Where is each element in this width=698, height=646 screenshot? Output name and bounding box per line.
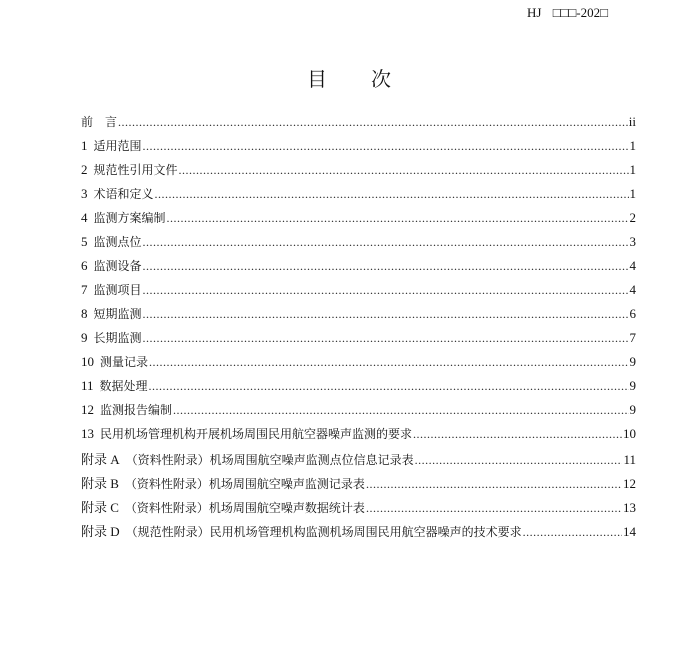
toc-entry-number: 7 [81,282,88,297]
toc-entry-label: 前 言 [81,115,118,129]
page-title [0,63,698,92]
toc-entry[interactable] [81,257,636,281]
toc-entry-label: 监测项目 [93,283,142,297]
toc-page-number: 4 [629,282,636,297]
leader-dots [523,525,622,540]
toc-page-number: 9 [629,402,636,417]
toc-entry-label: （资料性附录）机场周围航空噪声数据统计表 [124,501,365,515]
toc-entry-label: 监测点位 [93,235,142,249]
leader-dots [143,307,629,322]
toc-page-number: 11 [623,452,636,467]
leader-dots [149,355,628,370]
toc-page-number: 1 [629,162,636,177]
toc-page-number: 14 [623,524,636,539]
toc-entry[interactable] [81,185,636,209]
toc-entry-number: 13 [81,426,94,441]
toc-entry-number: 6 [81,258,88,273]
toc-entry-label: 短期监测 [93,307,142,321]
toc-entry-number: 2 [81,162,88,177]
toc-page-number: 9 [629,354,636,369]
leader-dots [149,379,629,394]
toc-page-number: 6 [629,306,636,321]
leader-dots [415,453,623,468]
title-char-1: 目 [307,67,327,91]
leader-dots [179,163,629,178]
toc-entry[interactable] [81,401,636,425]
toc-entry-number: 附录 C [81,500,119,515]
leader-dots [413,427,622,442]
toc-entry[interactable] [81,329,636,353]
leader-dots [143,331,629,346]
toc-page-number: 4 [629,258,636,273]
leader-dots [143,259,629,274]
leader-dots [143,283,629,298]
toc-entry-number: 11 [81,378,94,393]
toc-page-number: 12 [623,476,636,491]
toc-page-number: 9 [629,378,636,393]
toc-entry-number: 8 [81,306,88,321]
toc-page-number: 13 [623,500,636,515]
toc-entry[interactable] [81,209,636,233]
leader-dots [167,211,629,226]
toc-entry-label: 适用范围 [93,139,142,153]
toc-entry[interactable] [81,281,636,305]
toc-entry-number: 10 [81,354,94,369]
toc-entry[interactable] [81,353,636,377]
toc-entry-label: （资料性附录）机场周围航空噪声监测点位信息记录表 [125,453,414,467]
leader-dots [366,477,622,492]
toc-entry-number: 1 [81,138,88,153]
toc-entry-label: （资料性附录）机场周围航空噪声监测记录表 [124,477,365,491]
leader-dots [366,501,622,516]
toc-page-number: 3 [629,234,636,249]
toc-page-number: 1 [629,138,636,153]
toc-page-number: 1 [629,186,636,201]
toc-entry-label: 术语和定义 [93,187,154,201]
toc-entry-number: 9 [81,330,88,345]
toc-entry-appendix-d[interactable] [81,521,636,545]
toc-entry-appendix-b[interactable] [81,473,636,497]
toc-entry-label: 长期监测 [93,331,142,345]
toc-entry-label: （规范性附录）民用机场管理机构监测机场周围民用航空器噪声的技术要求 [125,525,522,539]
toc-page-number: 10 [623,426,636,441]
toc-entry[interactable] [81,305,636,329]
leader-dots [118,115,628,130]
toc-entry-number: 12 [81,402,94,417]
toc-entry-label: 规范性引用文件 [93,163,178,177]
leader-dots [155,187,629,202]
toc-entry-number: 4 [81,210,88,225]
toc-entry-number: 附录 D [81,524,120,539]
toc-entry[interactable] [81,377,636,401]
title-char-2: 次 [371,67,391,91]
toc-entry-label: 数据处理 [99,379,148,393]
toc-entry-label: 监测方案编制 [93,211,166,225]
toc-entry-number: 5 [81,234,88,249]
toc-page-number: 2 [629,210,636,225]
toc-entry-label: 监测报告编制 [100,403,173,417]
leader-dots [143,235,629,250]
toc-entry[interactable] [81,425,636,449]
leader-dots [143,139,629,154]
toc-entry-number: 3 [81,186,88,201]
toc-entry-foreword[interactable] [81,113,636,137]
toc-entry[interactable] [81,161,636,185]
table-of-contents [81,113,636,545]
toc-entry-label: 监测设备 [93,259,142,273]
toc-entry[interactable] [81,137,636,161]
toc-entry-appendix-c[interactable] [81,497,636,521]
leader-dots [173,403,628,418]
toc-page-number: ii [628,114,636,129]
standard-code: □□□-202□ [552,5,608,20]
toc-entry-number: 附录 B [81,476,119,491]
standard-prefix: HJ [527,5,542,20]
toc-entry-label: 民用机场管理机构开展机场周围民用航空器噪声监测的要求 [100,427,413,441]
toc-entry-appendix-a[interactable] [81,449,636,473]
toc-page-number: 7 [629,330,636,345]
toc-entry-label: 测量记录 [100,355,149,369]
toc-entry[interactable] [81,233,636,257]
document-header [527,5,608,21]
toc-entry-number: 附录 A [81,452,120,467]
